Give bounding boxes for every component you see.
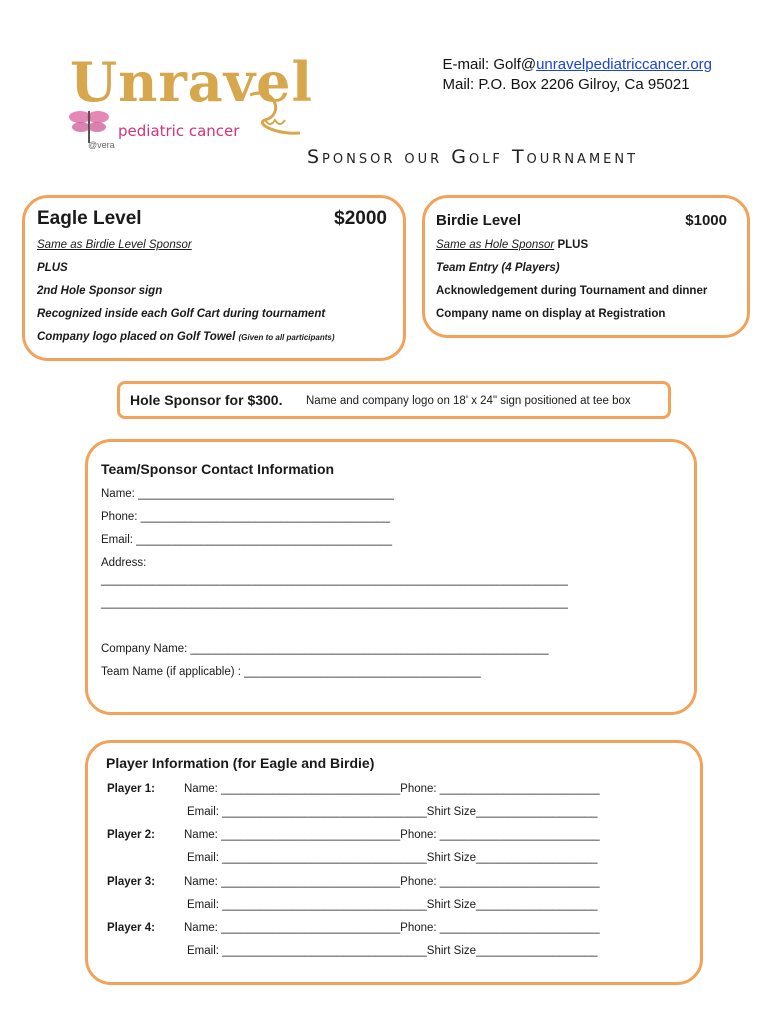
eagle-line-1: Same as Birdie Level Sponsor bbox=[37, 239, 192, 251]
player-4-name-phone[interactable]: Name: ____________________________Phone: _________________________ bbox=[184, 922, 600, 934]
eagle-line-3: 2nd Hole Sponsor sign bbox=[37, 285, 163, 297]
mail-line: Mail: P.O. Box 2206 Gilroy, Ca 95021 bbox=[442, 76, 690, 93]
player-2-name-phone[interactable]: Name: ____________________________Phone: _________________________ bbox=[184, 829, 600, 841]
eagle-level-box bbox=[22, 195, 406, 361]
logo-wordmark: Unravel bbox=[70, 50, 314, 114]
eagle-line-4: Recognized inside each Golf Cart during tournament bbox=[37, 308, 326, 320]
name-field[interactable]: Name: ________________________________________ bbox=[101, 488, 394, 500]
logo-subtitle: pediatric cancer bbox=[118, 122, 240, 140]
address-label: Address: bbox=[101, 557, 147, 569]
birdie-title: Birdie Level bbox=[436, 212, 522, 229]
company-name-field[interactable]: Company Name: ________________________________________________________ bbox=[101, 643, 549, 655]
player-2-label: Player 2: bbox=[107, 829, 155, 841]
player-3-email-shirt[interactable]: Email: ________________________________Shirt Size___________________ bbox=[187, 899, 598, 911]
hole-sponsor-desc: Name and company logo on 18' x 24" sign positioned at tee box bbox=[306, 395, 631, 407]
eagle-price: $2000 bbox=[334, 208, 387, 229]
player-3-name-phone[interactable]: Name: ____________________________Phone: _________________________ bbox=[184, 876, 600, 888]
hole-sponsor-title: Hole Sponsor for $300. bbox=[130, 392, 283, 408]
player-form-title: Player Information (for Eagle and Birdie) bbox=[106, 755, 375, 771]
player-1-email-shirt[interactable]: Email: ________________________________Shirt Size___________________ bbox=[187, 806, 598, 818]
email-field[interactable]: Email: ________________________________________ bbox=[101, 534, 392, 546]
eagle-title: Eagle Level bbox=[37, 208, 142, 229]
contact-form-title: Team/Sponsor Contact Information bbox=[101, 461, 335, 477]
hole-sponsor-box bbox=[117, 381, 671, 419]
player-4-email-shirt[interactable]: Email: ________________________________Shirt Size___________________ bbox=[187, 945, 598, 957]
birdie-line-1: Same as Hole Sponsor PLUS bbox=[436, 239, 589, 251]
phone-field[interactable]: Phone: _______________________________________ bbox=[101, 511, 391, 523]
team-name-field[interactable]: Team Name (if applicable) : _____________________________________ bbox=[101, 666, 481, 678]
eagle-line-5-note: (Given to all participants) bbox=[238, 333, 335, 342]
birdie-line-3: Acknowledgement during Tournament and dinner bbox=[436, 285, 708, 297]
address-line-1[interactable]: _________________________________________________________________________ bbox=[101, 574, 568, 586]
player-1-label: Player 1: bbox=[107, 783, 155, 795]
page-title: Sponsor our Golf Tournament bbox=[307, 146, 639, 168]
eagle-line-5: Company logo placed on Golf Towel (Given to all participants) bbox=[37, 331, 335, 343]
player-1-name-phone[interactable]: Name: ____________________________Phone: _________________________ bbox=[184, 783, 600, 795]
email-link[interactable]: unravelpediatriccancer.org bbox=[536, 56, 712, 73]
player-2-email-shirt[interactable]: Email: ________________________________Shirt Size___________________ bbox=[187, 852, 598, 864]
birdie-price: $1000 bbox=[685, 212, 727, 229]
player-3-label: Player 3: bbox=[107, 876, 155, 888]
eagle-line-2: PLUS bbox=[37, 262, 68, 274]
email-line: E-mail: Golf@unravelpediatriccancer.org bbox=[442, 56, 712, 73]
player-4-label: Player 4: bbox=[107, 922, 155, 934]
contact-form-box bbox=[85, 439, 697, 715]
birdie-level-box bbox=[422, 195, 750, 338]
birdie-line-2: Team Entry (4 Players) bbox=[436, 262, 560, 274]
birdie-line-4: Company name on display at Registration bbox=[436, 308, 666, 320]
player-form-box bbox=[85, 740, 703, 985]
contact-info bbox=[442, 55, 712, 95]
address-line-2[interactable]: _________________________________________________________________________ bbox=[101, 597, 568, 609]
logo-small-text: @vera bbox=[88, 140, 115, 150]
